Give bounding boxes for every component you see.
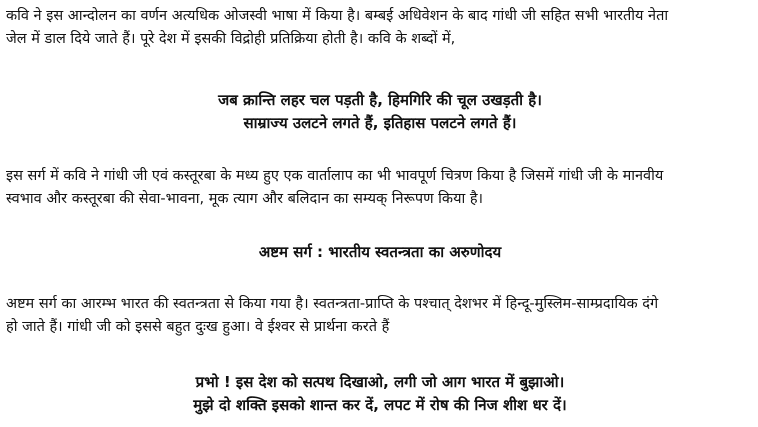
paragraph-line: जेल में डाल दिये जाते हैं। पूरे देश में इसकी विद्रोही प्रतिक्रिया होती है। कवि के शब्दों में, <box>6 31 456 47</box>
verse-line: साम्राज्य उलटने लगते हैं, इतिहास पलटने लगते हैं। <box>243 114 517 132</box>
verse-line: प्रभो ! इस देश को सत्पथ दिखाओ, लगी जो आग भारत में बुझाओ। <box>195 373 565 391</box>
paragraph-line: अष्टम सर्ग का आरम्भ भारत की स्वतन्त्रता से किया गया है। स्वतन्त्रता-प्राप्ति के पश्चात् देशभर में हिन्दू-मुस्लिम-साम्प्रदायिक दंगे <box>6 296 659 312</box>
paragraph-gandhi-kasturba <box>6 165 663 211</box>
paragraph-line: हो जाते हैं। गांधी जी को इससे बहुत दुःख हुआ। वे ईश्वर से प्रार्थना करते हैं <box>6 319 390 335</box>
section-heading: अष्टम सर्ग : भारतीय स्वतन्त्रता का अरुणोदय <box>258 243 502 261</box>
verse-line: जब क्रान्ति लहर चल पड़ती है, हिमगिरि की चूल उखड़ती है। <box>218 91 542 109</box>
paragraph-line: कवि ने इस आन्दोलन का वर्णन अत्यधिक ओजस्वी भाषा में किया है। बम्बई अधिवेशन के बाद गांधी जी सहित सभी भारतीय नेता <box>6 8 669 24</box>
paragraph-movement-description <box>6 5 668 51</box>
verse-quote-prayer <box>6 371 754 417</box>
verse-quote-revolution <box>6 89 754 135</box>
verse-line: मुझे दो शक्ति इसको शान्त कर दें, लपट में रोष की निज शीश धर दें। <box>193 396 567 414</box>
paragraph-eighth-canto <box>6 293 658 339</box>
paragraph-line: इस सर्ग में कवि ने गांधी जी एवं कस्तूरबा के मध्य हुए एक वार्तालाप का भी भावपूर्ण चित्रण किया है जिसमें गांधी जी के मानवीय <box>6 168 664 184</box>
paragraph-line: स्वभाव और कस्तूरबा की सेवा-भावना, मूक त्याग और बलिदान का सम्यक् निरूपण किया है। <box>6 191 484 207</box>
